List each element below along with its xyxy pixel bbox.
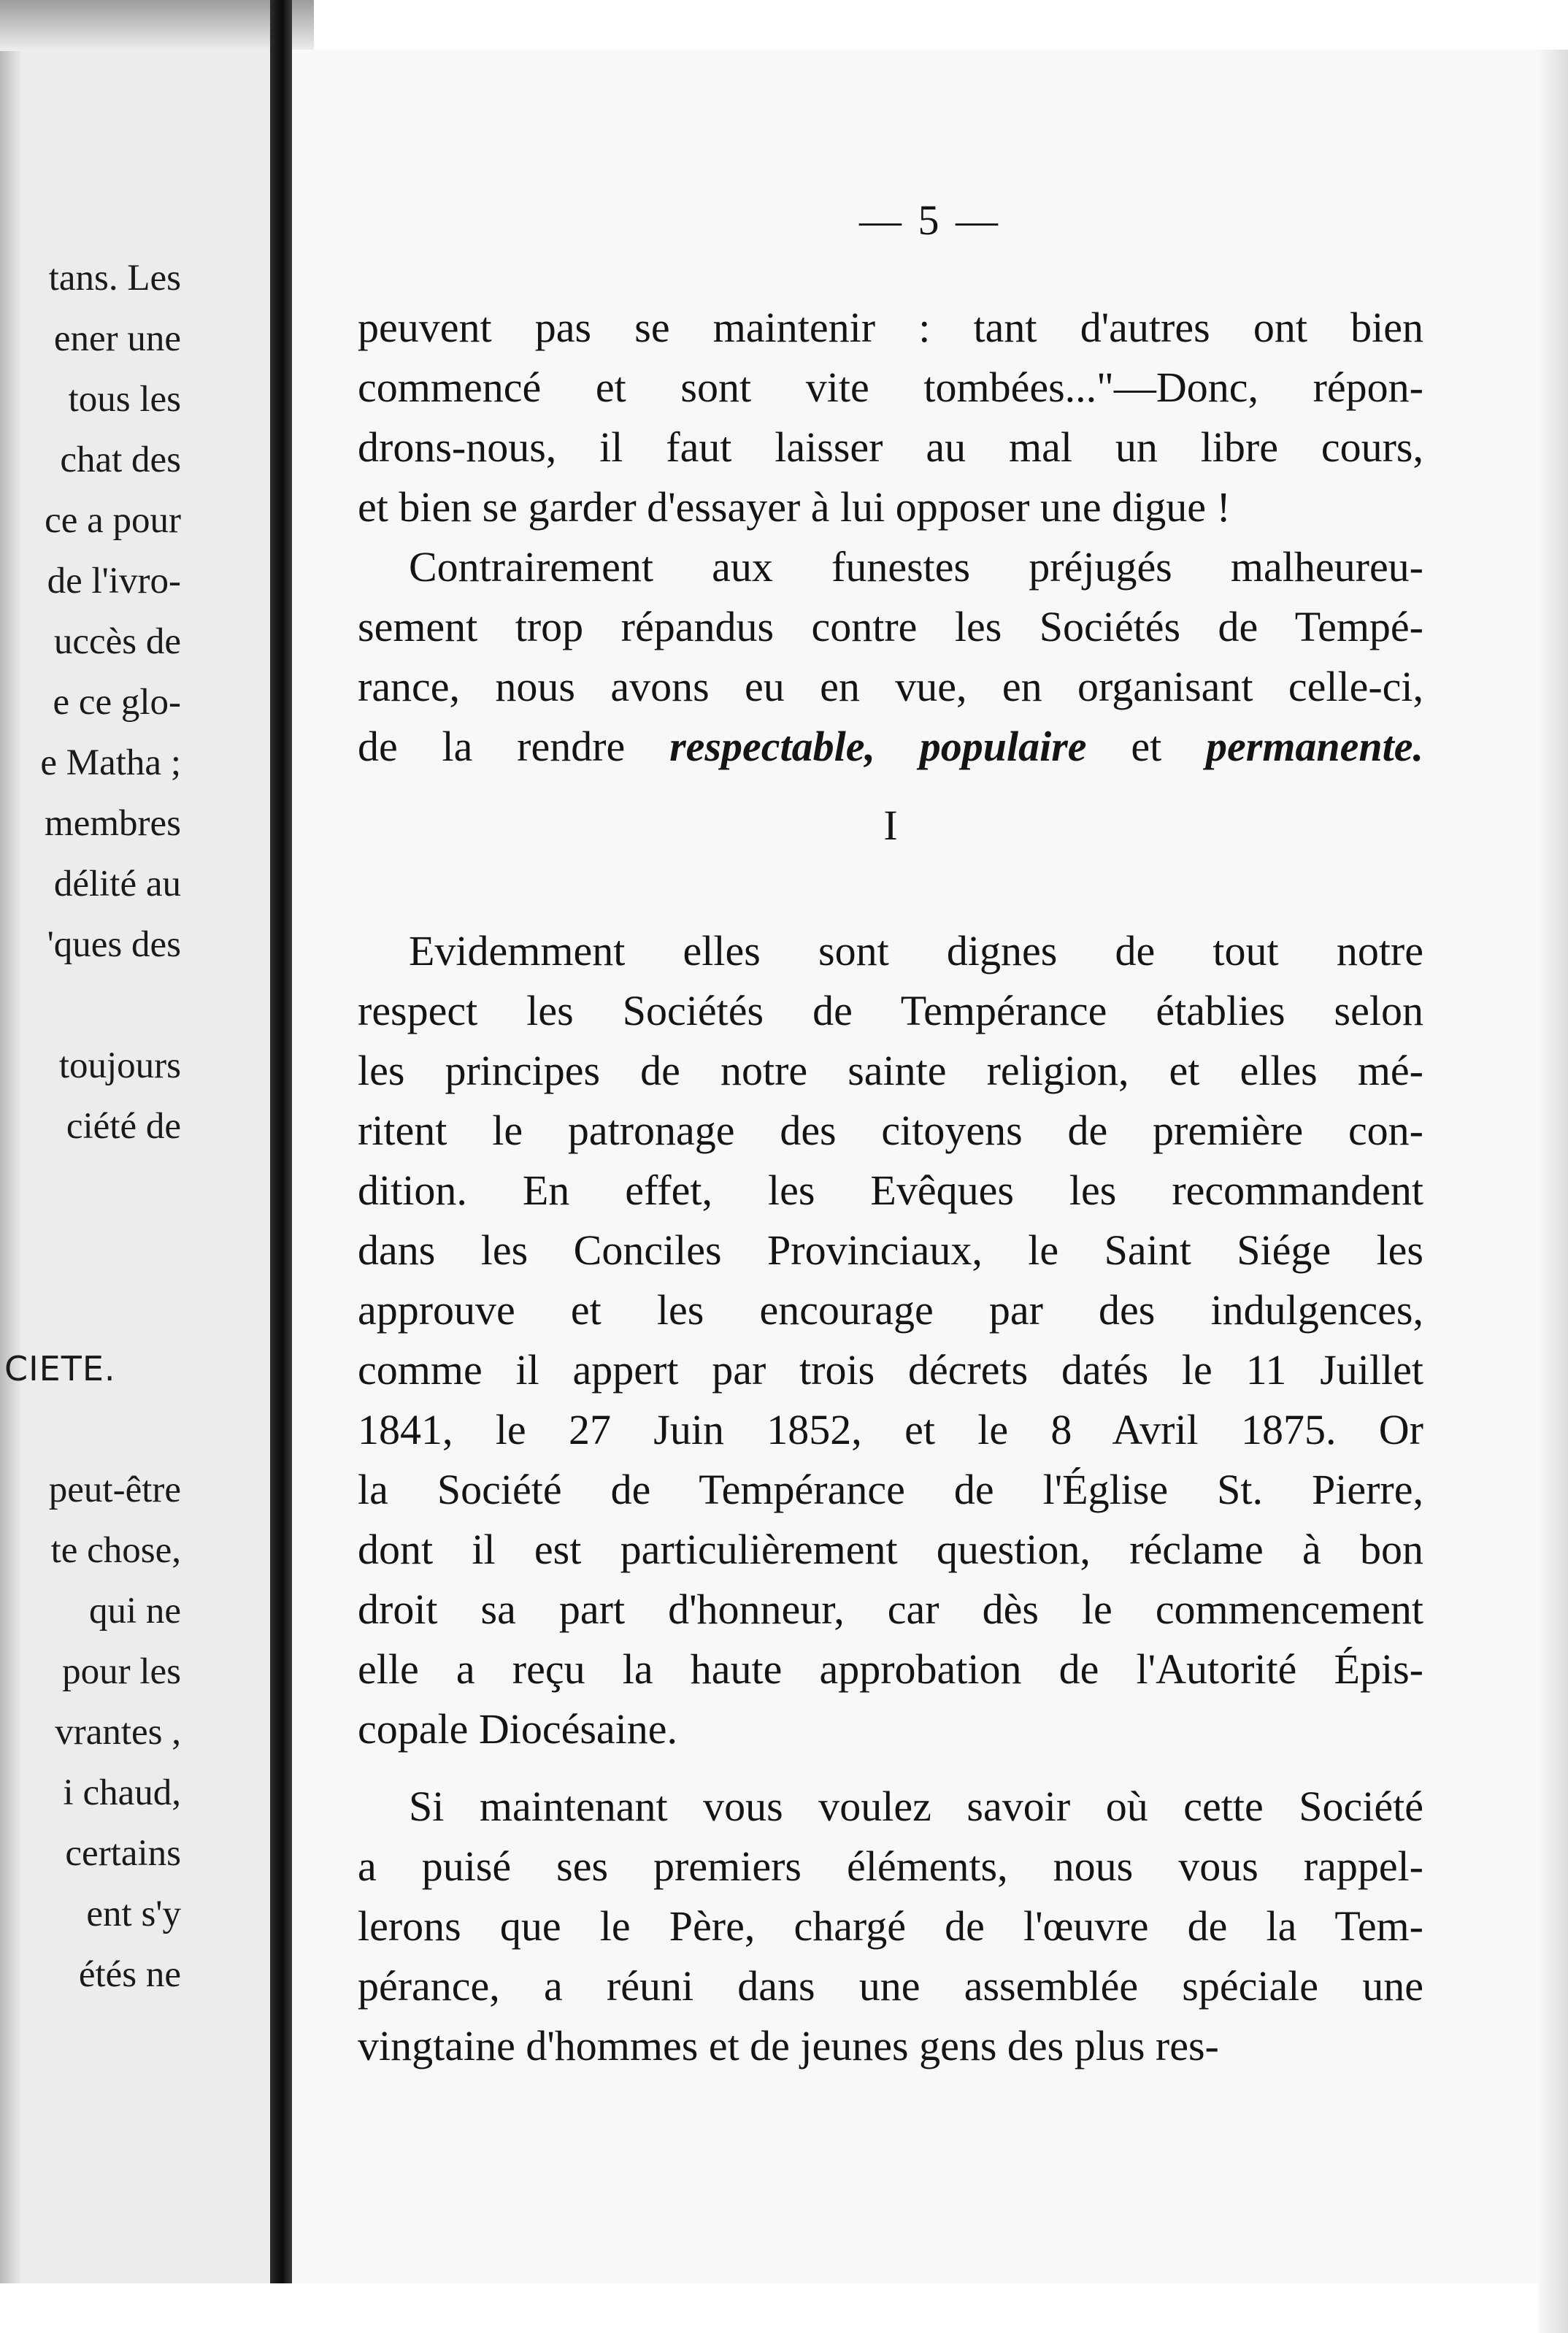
left-page-line: qui ne [88, 1591, 181, 1631]
left-page-line [0, 1399, 181, 1460]
left-page-line: ciété de [66, 1106, 181, 1147]
text-line: respect les Sociétés de Tempérance établies selon [358, 987, 1423, 1034]
text-line: approuve et les encourage par des indulgences, [358, 1286, 1423, 1334]
text-line: Evidemment elles sont dignes de tout notre [409, 927, 1423, 975]
text-line: et bien se garder d'essayer à lui opposer une digue ! [358, 483, 1231, 531]
text-line: lerons que le Père, chargé de l'œuvre de la Tem- [358, 1902, 1423, 1950]
left-page-fragment [0, 0, 270, 2283]
left-page-line: uccès de [53, 621, 181, 662]
paragraph-1 [358, 298, 1423, 537]
text-line: comme il appert par trois décrets datés le 11 Juillet [358, 1346, 1423, 1394]
left-page-line: étés ne [78, 1954, 181, 1995]
text-line: copale Diocésaine. [358, 1705, 678, 1753]
left-page-line: 'ques des [47, 924, 181, 965]
text-line: elle a reçu la haute approbation de l'Autorité Épis- [358, 1645, 1423, 1693]
text-line: Contrairement aux funestes préjugés malheureu- [409, 543, 1423, 591]
italic-word: respectable, [669, 723, 875, 770]
paragraph-2 [358, 537, 1423, 777]
left-page-line: toujours [58, 1045, 181, 1086]
text-line: pérance, a réuni dans une assemblée spéciale une [358, 1962, 1423, 2010]
left-page-line: peut-être [48, 1469, 181, 1510]
italic-word: populaire [919, 723, 1087, 770]
text-line: a puisé ses premiers éléments, nous vous rappel- [358, 1842, 1423, 1890]
left-page-line: membres [45, 803, 181, 844]
left-page-line: délité au [53, 864, 181, 904]
left-page-line: ent s'y [86, 1894, 181, 1934]
page-number: — 5 — [859, 196, 1001, 244]
text-line: 1841, le 27 Juin 1852, et le 8 Avril 1875. Or [358, 1406, 1423, 1453]
body-text [358, 298, 1423, 2076]
text-line: dans les Conciles Provinciaux, le Saint Siége les [358, 1226, 1423, 1274]
left-page-line: ener une [53, 318, 181, 359]
text-line: dition. En effet, les Evêques les recommandent [358, 1166, 1423, 1214]
paragraph-4 [358, 1777, 1423, 2076]
italic-word: permanente. [1206, 723, 1423, 770]
text-line: Si maintenant vous voulez savoir où cette Société [409, 1783, 1423, 1830]
section-heading: I [883, 802, 898, 849]
left-page-line: vrantes , [55, 1712, 181, 1753]
left-page-line: tous les [68, 379, 181, 420]
left-page-line: e ce glo- [53, 682, 181, 723]
left-page-line: i chaud, [63, 1772, 181, 1813]
left-page-line [0, 1157, 181, 1218]
left-page-line: ce a pour [45, 500, 181, 541]
page-edge [1539, 50, 1568, 2333]
text-line: la Société de Tempérance de l'Église St. Pierre, [358, 1466, 1423, 1513]
book-binding [270, 0, 292, 2283]
text-line: dont il est particulièrement question, réclame à bon [358, 1526, 1423, 1573]
text-line: vingtaine d'hommes et de jeunes gens des plus res- [358, 2022, 1219, 2069]
left-page-line [0, 975, 181, 1036]
left-page-text [0, 248, 181, 2005]
text-line: droit sa part d'honneur, car dès le commencement [358, 1586, 1423, 1633]
left-page-heading: CIETE. [4, 1349, 116, 1388]
left-page-line [0, 1278, 181, 1339]
left-page-line: tans. Les [48, 258, 181, 299]
text-line: sement trop répandus contre les Sociétés de Tempé- [358, 603, 1423, 650]
left-page-line: chat des [60, 439, 181, 480]
text-line: peuvent pas se maintenir : tant d'autres ont bien [358, 304, 1423, 351]
text-line: les principes de notre sainte religion, et elles mé- [358, 1047, 1423, 1094]
text-line: ritent le patronage des citoyens de première con- [358, 1107, 1423, 1154]
text-line: drons-nous, il faut laisser au mal un libre cours, [358, 423, 1423, 471]
text-line [358, 717, 1423, 777]
text-line: rance, nous avons eu en vue, en organisant celle-ci, [358, 663, 1423, 710]
text-fragment: et [1131, 723, 1162, 770]
main-page [292, 50, 1568, 2283]
left-page-line: te chose, [50, 1530, 181, 1571]
left-page-line: pour les [62, 1651, 181, 1692]
left-page-line: e Matha ; [40, 742, 181, 783]
left-page-line: de l'ivro- [47, 561, 181, 601]
left-page-line: certains [65, 1833, 181, 1874]
top-shadow [0, 0, 314, 51]
text-line: commencé et sont vite tombées..."—Donc, répon- [358, 364, 1423, 411]
text-fragment: de la rendre [358, 723, 626, 770]
left-page-line [0, 1218, 181, 1278]
paragraph-3 [358, 921, 1423, 1759]
